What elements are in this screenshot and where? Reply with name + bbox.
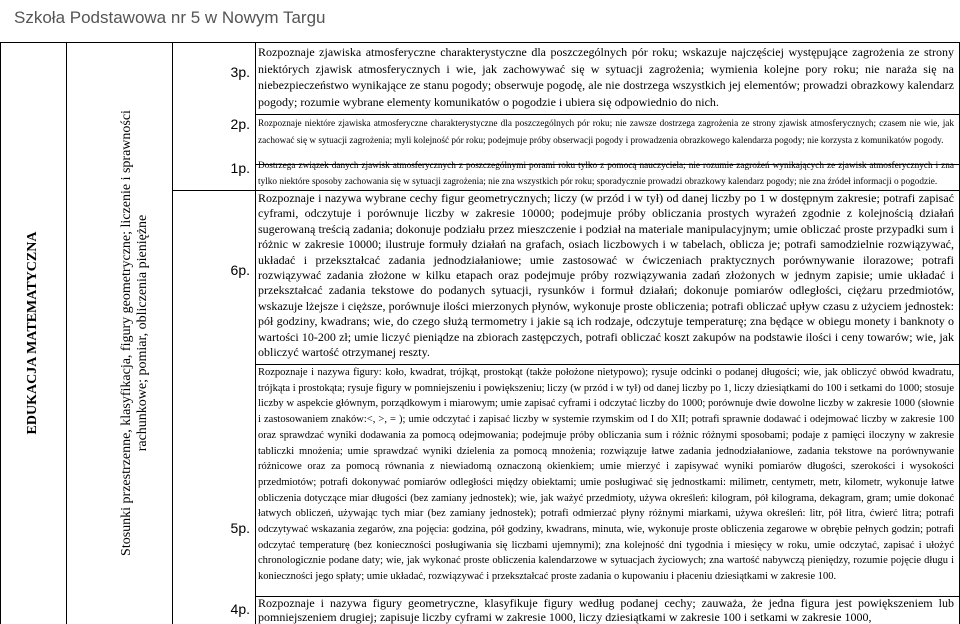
grade-label: 6p. (230, 262, 250, 278)
category-line-2: rachunkowe; pomiar, obliczenia pieniężne (135, 214, 150, 452)
criteria-text: Rozpoznaje i nazywa wybrane cechy figur geometrycznych; liczy (w przód i w tył) od danej liczby po 1 w dostępnym zakresie; potrafi zapisać cyframi, odczytuje i porównuje liczby w zakresie 10000; podejmuje próby obliczania prostych wyrażeń zgodnie z kolejnością działań sugerowaną treścią zadania; dokonuje podziału przez mieszczenie i podział na materiale manipulacyjnym; umie obliczać proste przypadki sum i różnic w zakresie 10000; ilustruje formuły działań na grafach, osiach liczbowych i w tabelach, oblicza je; potrafi samodzielnie rozwiązywać, układać i przekształcać zadania jednodziałaniowe; umie zastosować w ćwiczeniach praktycznych porównywanie ilorazowe; potrafi rozwiązywać zadania złożone w kilku etapach oraz podejmuje próby rozwiązywania zadań złożonych w jednym zapisie; umie układać i przekształcać zadania tekstowe do podanych sytuacji, rysunków i formuł działań; dokonuje pomiarów odległości, ciężaru przedmiotów, wskazuje lżejsze i cięższe, porównuje ilości mierzonych płynów, wykonuje proste obliczenia; potrafi obliczać upływ czasu z użyciem jednostek: pół godziny, kwadrans; wie, do czego służą termometry i jakie są ich rodzaje, odczytuje temperaturę; zna będące w obiegu monety i banknoty o wartości 10-200 zł; umie liczyć pieniądze na zbiorach zastępczych, potrafi obliczać koszt zakupów na podstawie ilości i ceny towarów; wie, jak obliczyć wartość otrzymanej reszty. (258, 191, 954, 360)
grade-label: 2p. (230, 116, 250, 132)
category-label (119, 110, 151, 556)
grade-label: 1p. (230, 160, 250, 176)
subject-cell (0, 42, 66, 624)
criteria-text: Rozpoznaje i nazywa figury: koło, kwadrat, trójkąt, prostokąt (także położone nietypowo); rysuje odcinki o podanej długości; wie, jak obliczyć obwód kwadratu, trójkąta i prostokąta; rysuje figury w pomniejszeniu i powiększeniu; liczy (w przód i w tył) od danej liczby po 1, liczy dziesiątkami do 100 i setkami do 1000; stosuje liczby w aspekcie głównym, porządkowym i miarowym; umie zapisać cyframi i odczytać liczby do 1000; porównuje dwie dowolne liczby w zakresie 1000 (słownie i zastosowaniem znaków:<, >, = ); umie odczytać i zapisać liczby w systemie rzymskim od I do XII; potrafi sprawnie dodawać i odejmować liczby w zakresie 100 oraz sprawdzać wyniki dodawania za pomocą odejmowania; podejmuje próby obliczania sum i różnic różnymi sposobami; podaje z pamięci iloczyny w zakresie tabliczki mnożenia; umie sprawdzać wyniki dzielenia za pomocą mnożenia; rozwiązuje łatwe zadania jednodziałaniowe, zadania tekstowe na porównywanie różnicowe oraz za pomocą równania z niewiadomą oznaczoną okienkiem; umie mierzyć i zapisywać wyniki pomiarów długości, szerokości i wysokości przedmiotów; potrafi dokonywać pomiarów odległości między obiektami; umie posługiwać się jednostkami: milimetr, centymetr, metr, kilometr, wykonuje łatwe obliczenia dotyczące miar długości (bez zamiany jednostek); wie, jak ważyć przedmioty, używa określeń: kilogram, pół kilograma, dekagram, gram; umie dokonać łatwych obliczeń, używając tych miar (bez zamiany jednostek); potrafi odmierzać płyny różnymi miarkami, używa określeń: litr, pół litra, ćwierć litra; potrafi odczytywać wskazania zegarów, zna pojęcia: godzina, pół godziny, kwadrans, minuta, wie, wykonuje proste obliczenia zegarowe w obrębie pełnych godzin; potrafi odczytać temperaturę (bez konieczności posługiwania się liczbami ujemnymi); zna kolejność dni tygodnia i miesięcy w roku, umie odczytać, zapisać i ułożyć chronologicznie podane daty; wie, jak wykonać proste obliczenia kalendarzowe w sytuacjach życiowych; zna wartość nabywczą pieniędzy, rozumie pojęcie długu i konieczności jego spłaty; umie układać, rozwiązywać i przekształcać proste zadania o kupowaniu i płaceniu dziesiątkami w zakresie 100. (258, 367, 954, 583)
criteria-text: Dostrzega związek danych zjawisk atmosferycznych z poszczególnymi porami roku tylko z pomocą nauczyciela; nie rozumie zagrożeń wynikających ze zjawisk atmosferycznych i zna tylko niektóre sposoby zachowania się w sytuacji zagrożenia; nie zna wszystkich pór roku; sporadycznie prowadzi obrazkowy kalendarz pogody; nie zna źródeł informacji o pogodzie. (258, 161, 954, 187)
category-cell (100, 42, 170, 624)
col-divider-2 (172, 42, 173, 624)
criteria-text: Rozpoznaje niektóre zjawiska atmosferyczne charakterystyczne dla poszczególnych pór roku; nie zawsze dostrzega zagrożenia ze strony zjawisk atmosferycznych; czasem nie wie, jak zachować się w sytuacji zagrożenia; myli kolejność pór roku; podejmuje próby obserwacji pogody i prowadzenia obrazkowego kalendarza pogody; nie korzysta z komunikatów pogody. (258, 119, 954, 146)
school-header: Szkoła Podstawowa nr 5 w Nowym Targu (14, 8, 326, 27)
grade-label: 3p. (230, 64, 250, 80)
subject-title: EDUKACJA MATEMATYCZNA (25, 231, 40, 435)
row-divider-1 (255, 114, 960, 115)
grade-label: 4p. (230, 601, 250, 617)
category-line-1: Stosunki przestrzenne, klasyfikacja, figury geometryczne; liczenie i sprawności (119, 110, 134, 556)
grade-label: 5p. (230, 520, 250, 536)
criteria-text: Rozpoznaje i nazywa figury geometryczne, klasyfikuje figury według podanej cechy; zauważa, że jedna figura jest powiększeniem lub pomniejszeniem drugiej; zapisuje liczby cyframi w zakresie 1000, liczy dziesiątkami w zakresie 100 i setkami w zakresie 1000, (258, 597, 954, 624)
col-divider-3 (255, 42, 256, 624)
criteria-text: Rozpoznaje zjawiska atmosferyczne charakterystyczne dla poszczególnych pór roku; wskazuje najczęściej występujące zagrożenia ze strony niektórych zjawisk atmosferycznych i wie, jak zachowywać się w sytuacji zagrożenia; wymienia kolejne pory roku; nie naraża się na niebezpieczeństwo wynikające ze stanu pogody; obserwuje pogodę, ale nie dostrzega wszystkich jej elementów; prowadzi obrazkowy kalendarz pogody; rozumie wybrane elementy komunikatów o pogodzie i ubiera się odpowiednio do nich. (258, 45, 954, 109)
col-divider-1 (66, 42, 67, 624)
